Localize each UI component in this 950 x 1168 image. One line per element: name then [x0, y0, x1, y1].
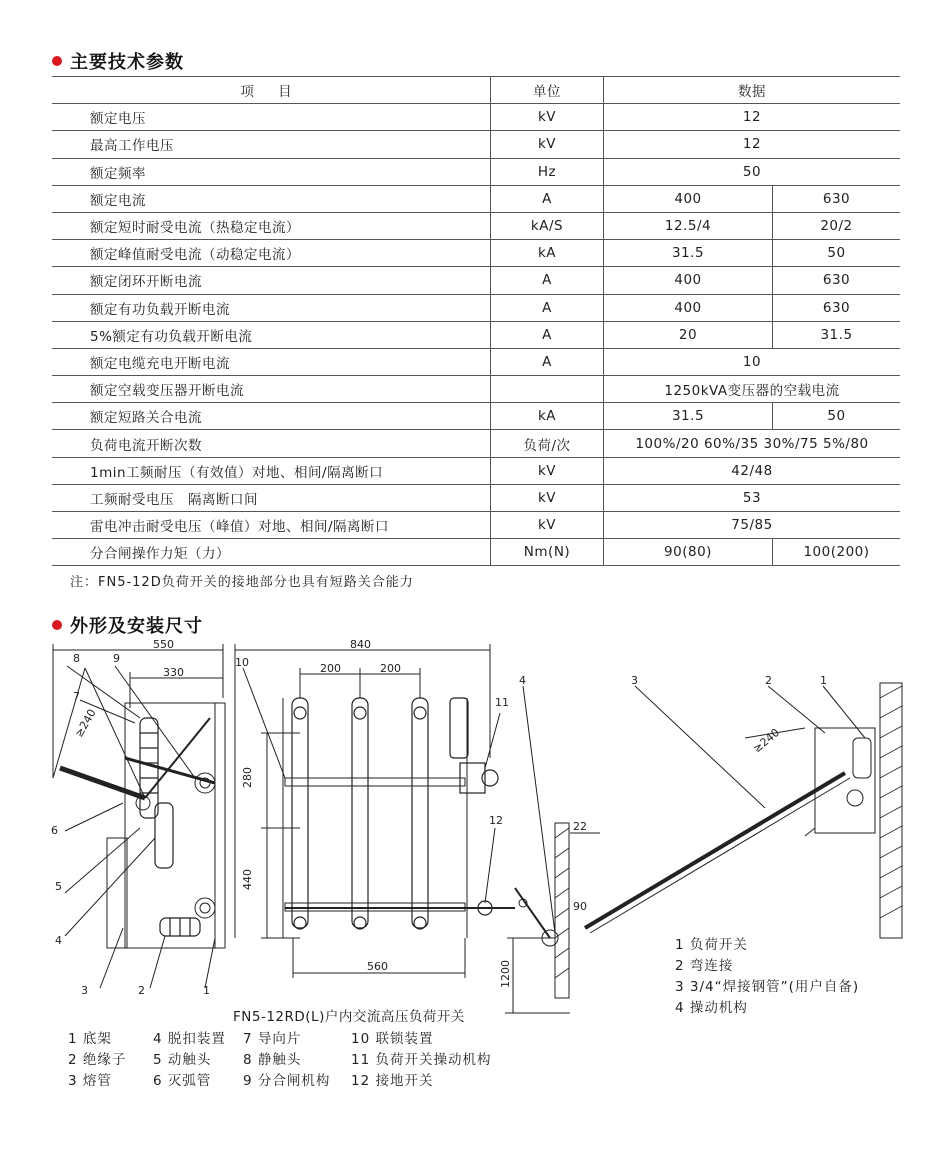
table-row: [52, 348, 900, 375]
section-heading-specs: [52, 48, 184, 74]
dim-label: 840: [350, 638, 371, 651]
dim-label: 560: [367, 960, 388, 973]
table-row: [52, 376, 900, 403]
callout-label: 1: [203, 984, 210, 997]
cell-item: 分合闸操作力矩（力）: [52, 539, 491, 566]
cell-unit: kV: [491, 131, 604, 158]
cell-unit: kA: [491, 403, 604, 430]
legend-item: 7 导向片: [243, 1031, 302, 1047]
cell-value: 400: [604, 294, 773, 321]
cell-value: 42/48: [604, 457, 901, 484]
legend-item: 2 弯连接: [675, 958, 734, 974]
cell-unit: [491, 376, 604, 403]
dim-label: ≥240: [750, 725, 783, 756]
cell-value: 630: [773, 267, 901, 294]
cell-value: 100%/20 60%/35 30%/75 5%/80: [604, 430, 901, 457]
cell-item: 最高工作电压: [52, 131, 491, 158]
cell-value: 50: [604, 158, 901, 185]
section-heading-dimensions: [52, 612, 203, 638]
dim-label: 200: [320, 662, 341, 675]
cell-value: 400: [604, 267, 773, 294]
section-title: 主要技术参数: [70, 52, 184, 73]
legend-item: 3 3/4“焊接钢管”(用户自备): [675, 979, 860, 995]
cell-item: 额定有功负载开断电流: [52, 294, 491, 321]
cell-item: 5%额定有功负载开断电流: [52, 321, 491, 348]
cell-item: 额定闭环开断电流: [52, 267, 491, 294]
cell-value: 100(200): [773, 539, 901, 566]
callout-label: 2: [138, 984, 145, 997]
table-row: [52, 212, 900, 239]
callout-label: 8: [73, 652, 80, 665]
cell-unit: kV: [491, 104, 604, 131]
bullet-dot: [52, 620, 62, 630]
dim-label: 22: [573, 820, 587, 833]
legend-item: 5 动触头: [153, 1052, 212, 1068]
cell-unit: kV: [491, 512, 604, 539]
callout-label: 1: [820, 674, 827, 687]
table-row: [52, 158, 900, 185]
legend-item: 4 脱扣装置: [153, 1031, 226, 1047]
cell-unit: kA/S: [491, 212, 604, 239]
legend-column: [243, 1029, 351, 1092]
cell-value: 20: [604, 321, 773, 348]
cell-unit: A: [491, 348, 604, 375]
legend-main: [68, 1029, 491, 1092]
section-title: 外形及安装尺寸: [70, 616, 203, 637]
table-row: [52, 267, 900, 294]
callout-label: 4: [519, 674, 526, 687]
bullet-dot: [52, 56, 62, 66]
table-row: [52, 403, 900, 430]
cell-value: 31.5: [773, 321, 901, 348]
cell-unit: kA: [491, 240, 604, 267]
legend-item: 1 负荷开关: [675, 937, 748, 953]
legend-item: 9 分合闸机构: [243, 1073, 331, 1089]
cell-item: 额定短时耐受电流（热稳定电流）: [52, 212, 491, 239]
cell-unit: A: [491, 185, 604, 212]
table-row: [52, 457, 900, 484]
cell-value: 50: [773, 240, 901, 267]
cell-item: 额定峰值耐受电流（动稳定电流）: [52, 240, 491, 267]
table-row: [52, 185, 900, 212]
legend-column: [153, 1029, 243, 1092]
front-view-labels: [235, 638, 509, 973]
legend-column: [68, 1029, 153, 1092]
cell-value: 10: [604, 348, 901, 375]
dim-label: 200: [380, 662, 401, 675]
callout-label: 3: [81, 984, 88, 997]
callout-label: 7: [73, 690, 80, 703]
cell-unit: Hz: [491, 158, 604, 185]
legend-installation: [675, 935, 859, 1019]
legend-item: 12 接地开关: [351, 1073, 434, 1089]
dim-label: 440: [241, 869, 254, 890]
cell-item: 额定频率: [52, 158, 491, 185]
cell-value: 31.5: [604, 240, 773, 267]
table-row: [52, 430, 900, 457]
cell-value: 50: [773, 403, 901, 430]
table-row: [52, 484, 900, 511]
cell-item: 额定电压: [52, 104, 491, 131]
cell-unit: kV: [491, 457, 604, 484]
table-row: [52, 131, 900, 158]
legend-item: 1 底架: [68, 1031, 112, 1047]
callout-label: 5: [55, 880, 62, 893]
callout-label: 12: [489, 814, 503, 827]
legend-column: [351, 1029, 491, 1092]
callout-label: 4: [55, 934, 62, 947]
legend-item: 4 操动机构: [675, 1000, 748, 1016]
cell-item: 1min工频耐压（有效值）对地、相间/隔离断口: [52, 457, 491, 484]
spec-table: [52, 76, 900, 566]
table-row: [52, 294, 900, 321]
cell-value: 53: [604, 484, 901, 511]
cell-value: 400: [604, 185, 773, 212]
legend-item: 10 联锁装置: [351, 1031, 434, 1047]
legend-item: 11 负荷开关操动机构: [351, 1052, 492, 1068]
dim-label: 1200: [499, 960, 512, 988]
cell-value: 12: [604, 104, 901, 131]
cell-item: 额定短路关合电流: [52, 403, 491, 430]
cell-item: 雷电冲击耐受电压（峰值）对地、相间/隔离断口: [52, 512, 491, 539]
cell-value: 90(80): [604, 539, 773, 566]
drawing-caption: FN5-12RD(L)户内交流高压负荷开关: [233, 1009, 465, 1025]
dim-label: 330: [163, 666, 184, 679]
cell-unit: A: [491, 294, 604, 321]
header-item: 项 目: [52, 77, 491, 104]
cell-item: 额定电流: [52, 185, 491, 212]
cell-value: 630: [773, 185, 901, 212]
table-row: [52, 539, 900, 566]
table-row: [52, 512, 900, 539]
dim-label: 280: [241, 767, 254, 788]
table-row: [52, 104, 900, 131]
dim-label: 550: [153, 638, 174, 651]
cell-unit: Nm(N): [491, 539, 604, 566]
cell-value: 12.5/4: [604, 212, 773, 239]
cell-unit: 负荷/次: [491, 430, 604, 457]
table-row: [52, 240, 900, 267]
dim-label: 90: [573, 900, 587, 913]
callout-label: 10: [235, 656, 249, 669]
callout-label: 3: [631, 674, 638, 687]
callout-label: 6: [51, 824, 58, 837]
cell-item: 额定电缆充电开断电流: [52, 348, 491, 375]
dim-label: ≥240: [72, 706, 99, 740]
legend-item: 3 熔管: [68, 1073, 112, 1089]
table-note: 注：FN5-12D负荷开关的接地部分也具有短路关合能力: [70, 575, 414, 590]
callout-label: 11: [495, 696, 509, 709]
cell-unit: A: [491, 267, 604, 294]
callout-label: 2: [765, 674, 772, 687]
cell-value: 20/2: [773, 212, 901, 239]
cell-unit: kV: [491, 484, 604, 511]
cell-item: 额定空载变压器开断电流: [52, 376, 491, 403]
cell-value: 630: [773, 294, 901, 321]
callout-label: 9: [113, 652, 120, 665]
table-row: [52, 321, 900, 348]
cell-unit: A: [491, 321, 604, 348]
legend-item: 8 静触头: [243, 1052, 302, 1068]
front-view: [235, 644, 515, 978]
header-value: 数据: [604, 77, 901, 104]
cell-item: 负荷电流开断次数: [52, 430, 491, 457]
cell-value: 31.5: [604, 403, 773, 430]
table-header-row: [52, 77, 900, 104]
cell-value: 75/85: [604, 512, 901, 539]
legend-item: 2 绝缘子: [68, 1052, 127, 1068]
cell-value: 12: [604, 131, 901, 158]
legend-item: 6 灭弧管: [153, 1073, 212, 1089]
table-body: [52, 104, 900, 566]
header-unit: 单位: [491, 77, 604, 104]
cell-value: 1250kVA变压器的空载电流: [604, 376, 901, 403]
cell-item: 工频耐受电压 隔离断口间: [52, 484, 491, 511]
